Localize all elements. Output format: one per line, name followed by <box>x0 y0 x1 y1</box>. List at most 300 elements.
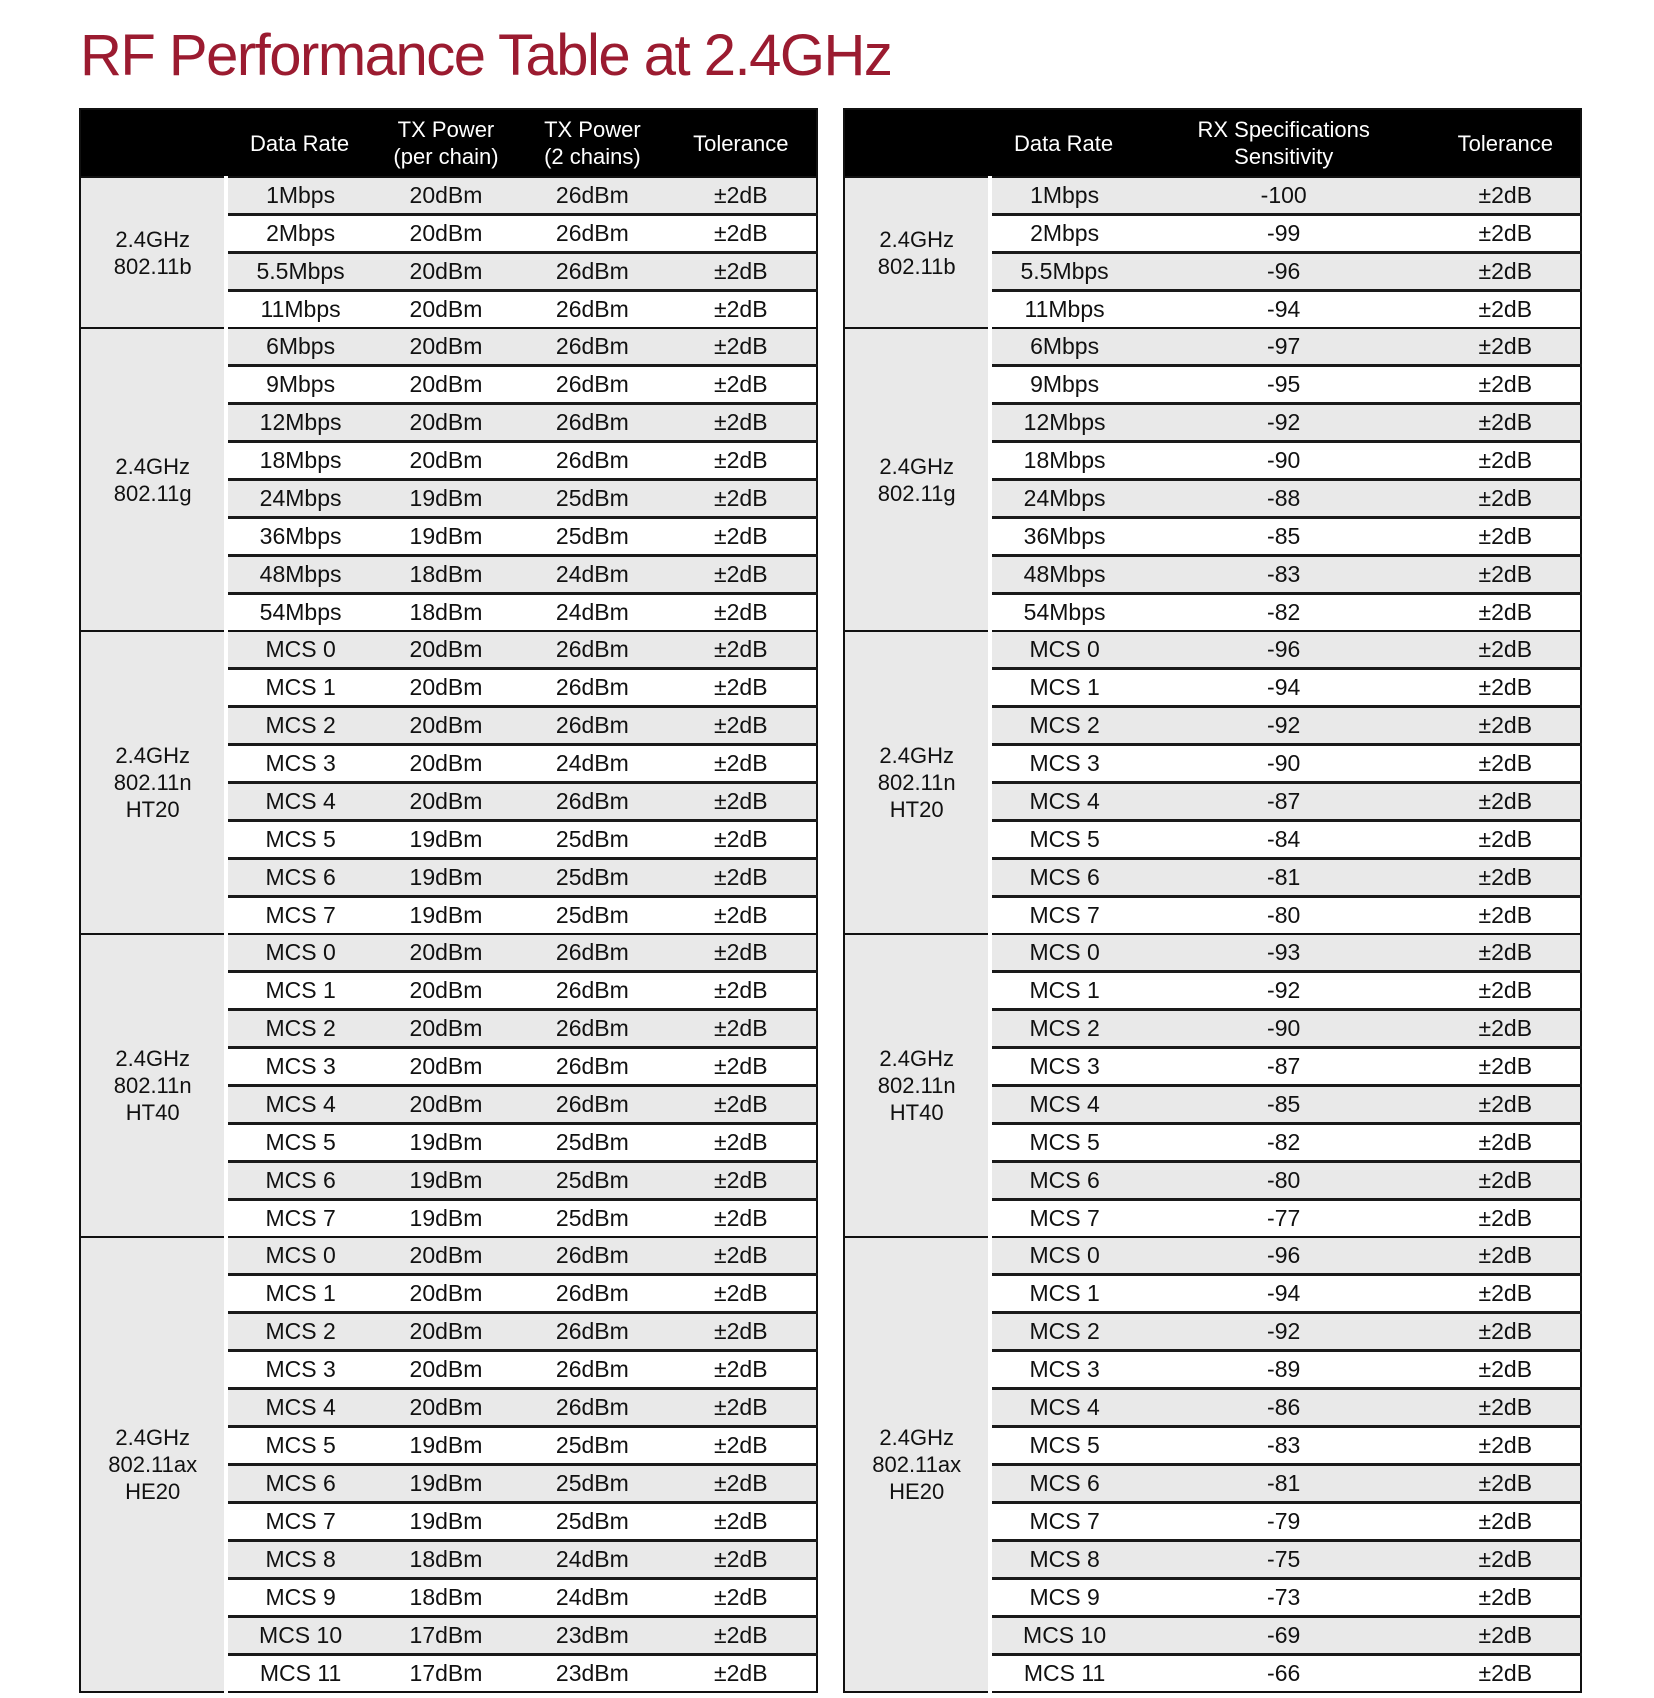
tx-cell: 20dBm <box>373 366 519 404</box>
tx-cell: ±2dB <box>666 1655 817 1693</box>
tx-cell: 25dBm <box>519 1427 665 1465</box>
rx-cell: -80 <box>1137 897 1431 935</box>
tx-cell: ±2dB <box>666 707 817 745</box>
page-title: RF Performance Table at 2.4GHz <box>80 23 892 88</box>
rx-cell: 6Mbps <box>990 328 1136 366</box>
tx-cell: ±2dB <box>666 556 817 594</box>
tx-cell: 9Mbps <box>226 366 372 404</box>
tx-cell: 20dBm <box>373 442 519 480</box>
rx-group-label-line: HT40 <box>889 1100 944 1125</box>
rx-cell: ±2dB <box>1431 1200 1581 1238</box>
tx-cell: 18dBm <box>373 556 519 594</box>
tx-cell: 20dBm <box>373 404 519 442</box>
rx-group-label-line: HE20 <box>889 1479 945 1504</box>
tx-cell: MCS 6 <box>226 1465 372 1503</box>
rx-cell: MCS 1 <box>990 1275 1136 1313</box>
rx-cell: -84 <box>1137 821 1431 859</box>
tx-cell: 23dBm <box>519 1655 665 1693</box>
rx-cell: ±2dB <box>1431 707 1581 745</box>
tx-cell: ±2dB <box>666 1200 817 1238</box>
tx-cell: 26dBm <box>519 972 665 1010</box>
rx-group-label-line: 2.4GHz <box>879 1425 954 1450</box>
tx-table-body <box>80 177 817 1692</box>
rx-cell: -95 <box>1137 366 1431 404</box>
tx-cell: 19dBm <box>373 897 519 935</box>
rx-cell: -86 <box>1137 1389 1431 1427</box>
tx-header-text: TX Power <box>544 117 641 142</box>
tx-cell: 20dBm <box>373 1048 519 1086</box>
tx-cell: MCS 5 <box>226 1124 372 1162</box>
tx-cell: MCS 7 <box>226 897 372 935</box>
tx-cell: MCS 2 <box>226 707 372 745</box>
tx-cell: MCS 1 <box>226 972 372 1010</box>
tx-cell: 26dBm <box>519 669 665 707</box>
tx-header-cell <box>666 109 817 177</box>
rx-cell: ±2dB <box>1431 594 1581 632</box>
tx-cell: MCS 9 <box>226 1579 372 1617</box>
tx-cell: MCS 10 <box>226 1617 372 1655</box>
rx-cell: MCS 2 <box>990 1010 1136 1048</box>
tx-cell: ±2dB <box>666 1351 817 1389</box>
tx-header-text: Tolerance <box>693 130 789 156</box>
rx-cell: -92 <box>1137 972 1431 1010</box>
rx-cell: MCS 3 <box>990 745 1136 783</box>
rx-cell: MCS 5 <box>990 1124 1136 1162</box>
rx-table-row <box>844 934 1581 972</box>
rx-cell: -99 <box>1137 215 1431 253</box>
tx-cell: 19dBm <box>373 480 519 518</box>
rx-cell: -85 <box>1137 518 1431 556</box>
tx-cell: ±2dB <box>666 404 817 442</box>
tx-cell: 20dBm <box>373 1275 519 1313</box>
tx-cell: MCS 0 <box>226 1237 372 1275</box>
rx-cell: 12Mbps <box>990 404 1136 442</box>
tx-group-label <box>80 1237 226 1692</box>
rx-cell: ±2dB <box>1431 404 1581 442</box>
rx-cell: MCS 5 <box>990 821 1136 859</box>
rx-cell: ±2dB <box>1431 366 1581 404</box>
tx-cell: ±2dB <box>666 594 817 632</box>
tx-cell: 12Mbps <box>226 404 372 442</box>
rx-cell: ±2dB <box>1431 556 1581 594</box>
rx-group-label <box>844 1237 990 1692</box>
rx-cell: -97 <box>1137 328 1431 366</box>
tx-cell: 18dBm <box>373 594 519 632</box>
rx-cell: 24Mbps <box>990 480 1136 518</box>
tx-cell: 26dBm <box>519 1237 665 1275</box>
rx-cell: -87 <box>1137 1048 1431 1086</box>
tx-group-label-line: 802.11ax <box>108 1452 198 1477</box>
rx-cell: ±2dB <box>1431 783 1581 821</box>
tx-cell: 25dBm <box>519 859 665 897</box>
tx-cell: 17dBm <box>373 1617 519 1655</box>
rx-cell: ±2dB <box>1431 1389 1581 1427</box>
tx-cell: 20dBm <box>373 1237 519 1275</box>
rx-cell: -75 <box>1137 1541 1431 1579</box>
tx-cell: ±2dB <box>666 897 817 935</box>
rx-cell: ±2dB <box>1431 972 1581 1010</box>
tx-cell: 20dBm <box>373 669 519 707</box>
tx-cell: MCS 6 <box>226 1162 372 1200</box>
rx-cell: ±2dB <box>1431 1162 1581 1200</box>
rx-cell: -66 <box>1137 1655 1431 1693</box>
tx-cell: MCS 4 <box>226 783 372 821</box>
tx-cell: 20dBm <box>373 291 519 329</box>
rx-header-text: Tolerance <box>1457 130 1553 156</box>
rx-group-label <box>844 631 990 934</box>
rx-cell: -81 <box>1137 859 1431 897</box>
rx-group-label-line: 802.11n <box>877 770 956 795</box>
rx-cell: ±2dB <box>1431 1086 1581 1124</box>
tx-cell: 20dBm <box>373 177 519 215</box>
tx-cell: 25dBm <box>519 897 665 935</box>
tx-group-label-line: 2.4GHz <box>115 1046 190 1071</box>
rx-cell: ±2dB <box>1431 745 1581 783</box>
rx-group-label-line: 802.11ax <box>872 1452 962 1477</box>
tx-table-header <box>80 109 817 177</box>
tx-cell: MCS 5 <box>226 1427 372 1465</box>
rx-cell: -73 <box>1137 1579 1431 1617</box>
tx-header-text: (per chain) <box>393 144 499 169</box>
tx-group-label-line: 2.4GHz <box>115 226 190 252</box>
rx-cell: MCS 7 <box>990 897 1136 935</box>
rx-cell: ±2dB <box>1431 1465 1581 1503</box>
rx-group-label-line: 802.11g <box>877 480 956 506</box>
tx-cell: ±2dB <box>666 442 817 480</box>
rx-cell: ±2dB <box>1431 631 1581 669</box>
rx-cell: MCS 8 <box>990 1541 1136 1579</box>
rx-cell: MCS 4 <box>990 783 1136 821</box>
rx-cell: ±2dB <box>1431 897 1581 935</box>
tx-cell: 26dBm <box>519 631 665 669</box>
tx-cell: 25dBm <box>519 1162 665 1200</box>
tx-cell: ±2dB <box>666 1389 817 1427</box>
tx-cell: ±2dB <box>666 1617 817 1655</box>
rx-cell: ±2dB <box>1431 1048 1581 1086</box>
rx-cell: 2Mbps <box>990 215 1136 253</box>
rx-group-label-line: 2.4GHz <box>879 226 954 252</box>
rx-cell: 5.5Mbps <box>990 253 1136 291</box>
rx-sensitivity-table <box>843 108 1582 1693</box>
tx-cell: 17dBm <box>373 1655 519 1693</box>
tx-cell: 48Mbps <box>226 556 372 594</box>
rx-cell: -92 <box>1137 707 1431 745</box>
tx-cell: 25dBm <box>519 1503 665 1541</box>
tx-cell: MCS 7 <box>226 1503 372 1541</box>
tx-cell: 24dBm <box>519 745 665 783</box>
tx-cell: 20dBm <box>373 1389 519 1427</box>
tx-cell: 5.5Mbps <box>226 253 372 291</box>
rx-cell: MCS 0 <box>990 934 1136 972</box>
tx-cell: ±2dB <box>666 1275 817 1313</box>
tx-cell: MCS 2 <box>226 1010 372 1048</box>
tx-cell: 19dBm <box>373 1465 519 1503</box>
rx-group-label-line: 2.4GHz <box>879 743 954 768</box>
tx-cell: MCS 3 <box>226 745 372 783</box>
rx-cell: MCS 4 <box>990 1086 1136 1124</box>
tx-cell: 24dBm <box>519 594 665 632</box>
tx-cell: 26dBm <box>519 1389 665 1427</box>
tx-header-cell <box>80 109 226 177</box>
rx-cell: -100 <box>1137 177 1431 215</box>
rx-cell: -69 <box>1137 1617 1431 1655</box>
rx-cell: -77 <box>1137 1200 1431 1238</box>
tx-cell: ±2dB <box>666 1465 817 1503</box>
rx-cell: ±2dB <box>1431 518 1581 556</box>
tx-cell: ±2dB <box>666 518 817 556</box>
tx-cell: 20dBm <box>373 783 519 821</box>
tx-cell: 26dBm <box>519 442 665 480</box>
tx-cell: 19dBm <box>373 859 519 897</box>
tx-cell: ±2dB <box>666 669 817 707</box>
rx-table-row <box>844 328 1581 366</box>
rx-cell: ±2dB <box>1431 934 1581 972</box>
tx-header-text: TX Power <box>397 117 495 142</box>
tx-group-label-line: 802.11n <box>113 1073 192 1098</box>
tx-cell: 26dBm <box>519 177 665 215</box>
rx-cell: 48Mbps <box>990 556 1136 594</box>
tx-table-row <box>80 177 817 215</box>
tx-cell: 2Mbps <box>226 215 372 253</box>
rx-group-label-line: 802.11n <box>877 1073 956 1098</box>
rx-cell: ±2dB <box>1431 1655 1581 1693</box>
tx-cell: ±2dB <box>666 1010 817 1048</box>
tx-group-label <box>80 177 226 328</box>
tx-cell: 26dBm <box>519 1351 665 1389</box>
tx-cell: 26dBm <box>519 291 665 329</box>
tx-cell: ±2dB <box>666 631 817 669</box>
tx-cell: MCS 7 <box>226 1200 372 1238</box>
rx-header-text: Sensitivity <box>1234 144 1334 169</box>
rx-cell: -96 <box>1137 253 1431 291</box>
rx-cell: -81 <box>1137 1465 1431 1503</box>
tx-cell: 25dBm <box>519 1200 665 1238</box>
rx-cell: ±2dB <box>1431 1313 1581 1351</box>
rx-cell: MCS 1 <box>990 972 1136 1010</box>
tx-group-label <box>80 328 226 631</box>
rx-group-label <box>844 328 990 631</box>
tx-cell: ±2dB <box>666 972 817 1010</box>
rx-cell: MCS 10 <box>990 1617 1136 1655</box>
rx-cell: ±2dB <box>1431 215 1581 253</box>
tx-table-row <box>80 1237 817 1275</box>
tx-group-label <box>80 934 226 1237</box>
tx-cell: MCS 8 <box>226 1541 372 1579</box>
tx-group-label-line: 2.4GHz <box>115 743 190 768</box>
rx-cell: -90 <box>1137 442 1431 480</box>
tx-group-label-line: 802.11b <box>113 253 192 279</box>
tx-cell: ±2dB <box>666 1237 817 1275</box>
tx-cell: 20dBm <box>373 1010 519 1048</box>
rx-table-row <box>844 1237 1581 1275</box>
tx-cell: 26dBm <box>519 328 665 366</box>
rx-cell: ±2dB <box>1431 1237 1581 1275</box>
rx-cell: 1Mbps <box>990 177 1136 215</box>
rx-table-header <box>844 109 1581 177</box>
tx-cell: 26dBm <box>519 1275 665 1313</box>
tx-header-cell <box>226 109 372 177</box>
rx-cell: -88 <box>1137 480 1431 518</box>
rx-cell: ±2dB <box>1431 859 1581 897</box>
tx-cell: 25dBm <box>519 1124 665 1162</box>
rx-cell: ±2dB <box>1431 1427 1581 1465</box>
tx-cell: ±2dB <box>666 1427 817 1465</box>
tx-cell: 26dBm <box>519 366 665 404</box>
rx-cell: MCS 7 <box>990 1503 1136 1541</box>
tx-cell: 36Mbps <box>226 518 372 556</box>
rx-table-body <box>844 177 1581 1692</box>
rx-cell: -94 <box>1137 291 1431 329</box>
rx-cell: ±2dB <box>1431 1579 1581 1617</box>
tx-header-text: Data Rate <box>250 130 350 156</box>
rx-cell: -79 <box>1137 1503 1431 1541</box>
tx-cell: 26dBm <box>519 934 665 972</box>
tx-cell: MCS 1 <box>226 1275 372 1313</box>
tx-cell: ±2dB <box>666 745 817 783</box>
tx-cell: 19dBm <box>373 1200 519 1238</box>
rx-cell: MCS 1 <box>990 669 1136 707</box>
rx-table-row <box>844 631 1581 669</box>
tx-header-cell <box>373 109 519 177</box>
rx-table-row <box>844 177 1581 215</box>
rx-group-label-line: HT20 <box>889 797 944 822</box>
tx-cell: ±2dB <box>666 480 817 518</box>
rx-cell: ±2dB <box>1431 669 1581 707</box>
rx-cell: MCS 0 <box>990 631 1136 669</box>
tx-group-label-line: 802.11g <box>113 480 192 506</box>
rx-cell: -85 <box>1137 1086 1431 1124</box>
tx-cell: 19dBm <box>373 1162 519 1200</box>
tx-cell: 24Mbps <box>226 480 372 518</box>
rx-cell: -96 <box>1137 1237 1431 1275</box>
rx-cell: ±2dB <box>1431 480 1581 518</box>
tx-cell: 19dBm <box>373 1503 519 1541</box>
rx-group-label <box>844 934 990 1237</box>
tx-cell: 26dBm <box>519 783 665 821</box>
rx-cell: ±2dB <box>1431 328 1581 366</box>
rx-cell: MCS 6 <box>990 1465 1136 1503</box>
rx-cell: MCS 3 <box>990 1351 1136 1389</box>
tx-group-label-line: HE20 <box>125 1479 181 1504</box>
tx-cell: 1Mbps <box>226 177 372 215</box>
tx-cell: 20dBm <box>373 1086 519 1124</box>
tx-cell: 6Mbps <box>226 328 372 366</box>
rx-cell: ±2dB <box>1431 1010 1581 1048</box>
tx-cell: ±2dB <box>666 821 817 859</box>
tx-cell: ±2dB <box>666 1579 817 1617</box>
rx-cell: MCS 2 <box>990 1313 1136 1351</box>
tx-cell: 19dBm <box>373 1124 519 1162</box>
tx-cell: 26dBm <box>519 215 665 253</box>
tx-cell: 54Mbps <box>226 594 372 632</box>
rx-cell: 36Mbps <box>990 518 1136 556</box>
rx-cell: ±2dB <box>1431 291 1581 329</box>
tx-cell: MCS 3 <box>226 1351 372 1389</box>
tx-cell: ±2dB <box>666 366 817 404</box>
tx-cell: ±2dB <box>666 1048 817 1086</box>
tx-cell: ±2dB <box>666 1086 817 1124</box>
tx-cell: 19dBm <box>373 518 519 556</box>
tx-header-text: (2 chains) <box>544 144 641 169</box>
tx-cell: 20dBm <box>373 253 519 291</box>
rx-cell: 9Mbps <box>990 366 1136 404</box>
rx-group-label <box>844 177 990 328</box>
rx-header-row <box>844 109 1581 177</box>
rx-cell: ±2dB <box>1431 821 1581 859</box>
rx-group-label-line: 802.11b <box>877 253 956 279</box>
tx-cell: MCS 0 <box>226 934 372 972</box>
rx-cell: MCS 0 <box>990 1237 1136 1275</box>
tx-cell: 25dBm <box>519 1465 665 1503</box>
tx-cell: 20dBm <box>373 328 519 366</box>
tx-cell: 25dBm <box>519 518 665 556</box>
rx-cell: ±2dB <box>1431 1351 1581 1389</box>
rx-cell: -92 <box>1137 404 1431 442</box>
tx-cell: 26dBm <box>519 1313 665 1351</box>
tx-cell: 20dBm <box>373 631 519 669</box>
tx-cell: ±2dB <box>666 859 817 897</box>
rx-cell: MCS 6 <box>990 1162 1136 1200</box>
tx-cell: 11Mbps <box>226 291 372 329</box>
rx-cell: MCS 2 <box>990 707 1136 745</box>
rx-cell: MCS 4 <box>990 1389 1136 1427</box>
tx-cell: 26dBm <box>519 253 665 291</box>
rx-cell: MCS 6 <box>990 859 1136 897</box>
tx-cell: 19dBm <box>373 1427 519 1465</box>
tx-cell: ±2dB <box>666 328 817 366</box>
rx-cell: 11Mbps <box>990 291 1136 329</box>
tx-table-row <box>80 631 817 669</box>
tx-cell: MCS 11 <box>226 1655 372 1693</box>
tx-cell: 20dBm <box>373 707 519 745</box>
tx-cell: ±2dB <box>666 253 817 291</box>
tx-cell: 20dBm <box>373 1351 519 1389</box>
tx-cell: ±2dB <box>666 215 817 253</box>
rx-cell: ±2dB <box>1431 253 1581 291</box>
tx-cell: 26dBm <box>519 1010 665 1048</box>
tx-cell: 26dBm <box>519 404 665 442</box>
rx-cell: ±2dB <box>1431 1124 1581 1162</box>
rx-cell: 54Mbps <box>990 594 1136 632</box>
tx-group-label-line: HT40 <box>125 1100 180 1125</box>
rx-cell: -82 <box>1137 1124 1431 1162</box>
tx-table-row <box>80 934 817 972</box>
tx-cell: ±2dB <box>666 783 817 821</box>
tx-cell: 20dBm <box>373 745 519 783</box>
tx-cell: MCS 4 <box>226 1389 372 1427</box>
rx-group-label-line: 2.4GHz <box>879 1046 954 1071</box>
rx-cell: -90 <box>1137 1010 1431 1048</box>
rx-cell: ±2dB <box>1431 177 1581 215</box>
tx-cell: ±2dB <box>666 1541 817 1579</box>
rx-cell: ±2dB <box>1431 1275 1581 1313</box>
tx-cell: ±2dB <box>666 1124 817 1162</box>
tx-cell: MCS 0 <box>226 631 372 669</box>
rx-cell: -92 <box>1137 1313 1431 1351</box>
rx-header-text: RX Specifications <box>1197 117 1370 142</box>
tx-cell: 20dBm <box>373 972 519 1010</box>
rx-cell: ±2dB <box>1431 1617 1581 1655</box>
tx-cell: MCS 4 <box>226 1086 372 1124</box>
rx-cell: -80 <box>1137 1162 1431 1200</box>
tx-cell: 20dBm <box>373 215 519 253</box>
rx-cell: MCS 11 <box>990 1655 1136 1693</box>
tx-cell: 18dBm <box>373 1541 519 1579</box>
tx-cell: MCS 3 <box>226 1048 372 1086</box>
rx-cell: -83 <box>1137 1427 1431 1465</box>
tx-cell: MCS 6 <box>226 859 372 897</box>
rx-header-text: Data Rate <box>1014 130 1114 156</box>
